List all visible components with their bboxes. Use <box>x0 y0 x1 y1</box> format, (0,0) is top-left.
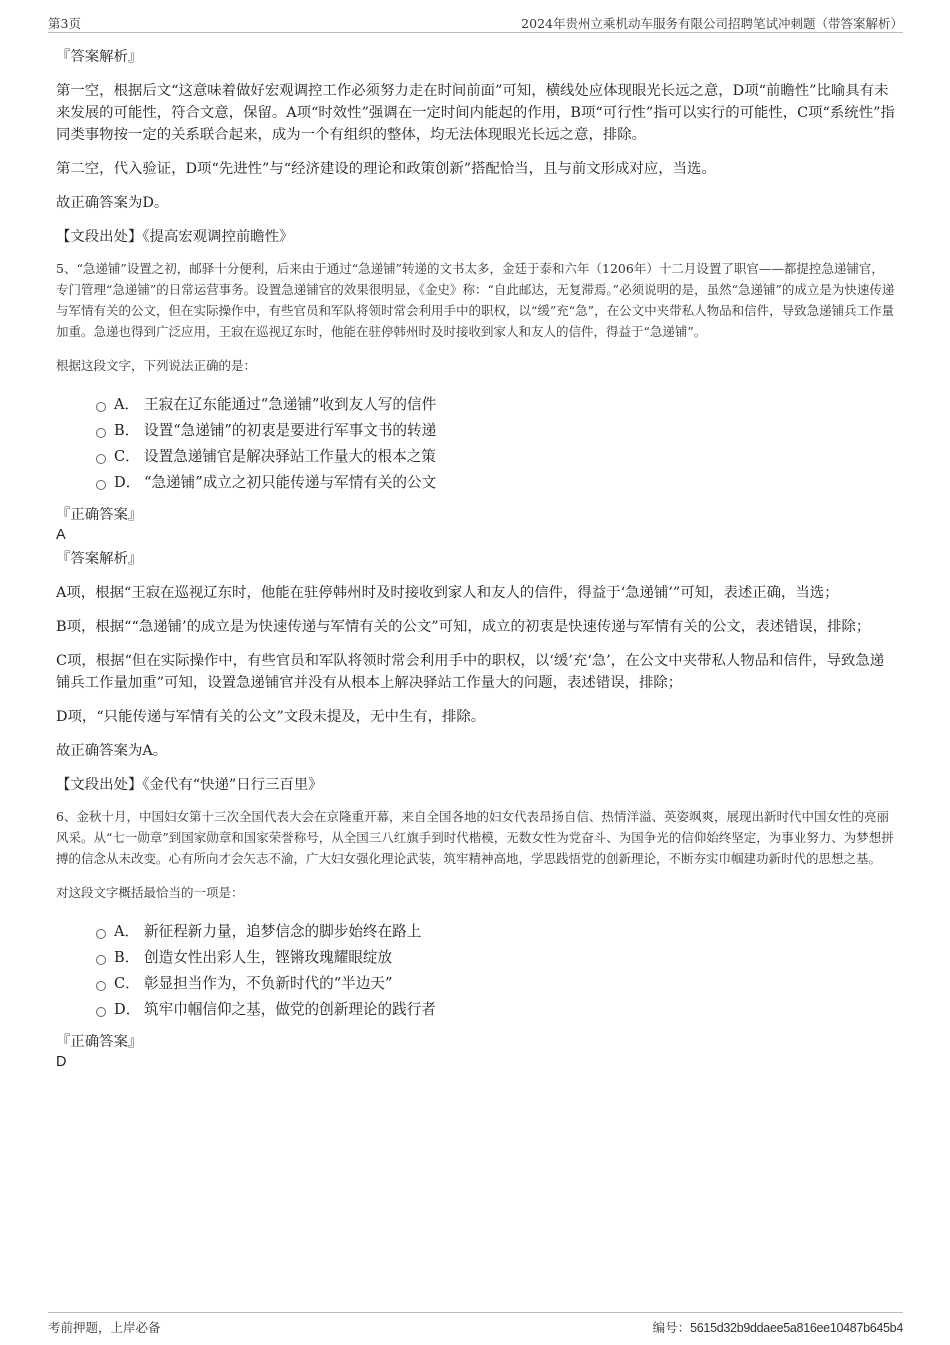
code-label: 编号： <box>652 1320 691 1335</box>
option-letter: C． <box>114 975 140 992</box>
option-a[interactable] <box>96 392 896 418</box>
option-text: 设置急递铺官是解决驿站工作量大的根本之策 <box>144 448 436 465</box>
correct-answer: D <box>56 1054 67 1070</box>
analysis-paragraph: A项，根据“王寂在巡视辽东时，他能在驻停韩州时及时接收到家人和友人的信件，得益于‘急递铺’”可知，表述正确，当选； <box>56 585 839 601</box>
option-text: 创造女性出彩人生，铿锵玫瑰耀眼绽放 <box>144 949 393 966</box>
source-citation: 【文段出处】《金代有“快递”日行三百里》 <box>56 777 323 793</box>
analysis-label: 『答案解析』 <box>56 551 143 567</box>
footer-slogan: 考前押题，上岸必备 <box>48 1320 161 1335</box>
source-citation: 【文段出处】《提高宏观调控前瞻性》 <box>56 229 294 245</box>
correct-answer-label: 『正确答案』 <box>56 1034 143 1050</box>
page-header <box>48 10 903 33</box>
radio-icon[interactable] <box>96 1007 106 1017</box>
question-prompt: 根据这段文字，下列说法正确的是： <box>56 358 257 373</box>
radio-icon[interactable] <box>96 402 106 412</box>
page-content <box>56 46 896 1071</box>
question-stem: 5、“急递铺”设置之初，邮驿十分便利，后来由于通过“急递铺”转递的文书太多，金廷于泰和六年（1206年）十二月设置了职官——都提控急递铺官，专门管理“急递铺”的日常运营事务。设置急递铺官的效果很明显，《金史》称：“自此邮达，无复滞焉。”必须说明的是，虽然“急递铺”的成立是为快速传递与军情有关的公文，但在实际操作中，有些官员和军队将领时常会利用手中的职权，以“缓”充“急”，在公文中夹带私人物品和信件，导致急递铺兵工作量加重。急递也得到广泛应用，王寂在巡视辽东时，他能在驻停韩州时及时接收到家人和友人的信件，得益于“急递铺”。 <box>56 261 895 339</box>
analysis-paragraph: B项，根据““急递铺’的成立是为快速传递与军情有关的公文”可知，成立的初衷是快速传递与军情有关的公文，表述错误，排除； <box>56 619 871 635</box>
radio-icon[interactable] <box>96 428 106 438</box>
document-title: 2024年贵州立乘机动车服务有限公司招聘笔试冲刺题（带答案解析） <box>521 16 903 31</box>
radio-icon[interactable] <box>96 929 106 939</box>
option-text: 彰显担当作为，不负新时代的“半边天” <box>144 975 393 992</box>
radio-icon[interactable] <box>96 454 106 464</box>
question-prompt: 对这段文字概括最恰当的一项是： <box>56 885 244 900</box>
option-c[interactable] <box>96 971 896 997</box>
option-c[interactable] <box>96 444 896 470</box>
radio-icon[interactable] <box>96 981 106 991</box>
question-5 <box>56 258 896 796</box>
option-a[interactable] <box>96 919 896 945</box>
option-d[interactable] <box>96 470 896 496</box>
correct-answer: A <box>56 527 66 543</box>
analysis-paragraph: 第二空，代入验证，D项“先进性”与“经济建设的理论和政策创新”搭配恰当，且与前文形成对应，当选。 <box>56 161 716 177</box>
code-value: 5615d32b9ddaee5a816ee10487b645b4 <box>690 1321 903 1335</box>
option-letter: B． <box>114 422 140 439</box>
option-list <box>96 392 896 496</box>
option-text: 新征程新力量，追梦信念的脚步始终在路上 <box>144 923 422 940</box>
q4-analysis <box>56 46 896 248</box>
option-text: 设置“急递铺”的初衷是要进行军事文书的转递 <box>144 422 437 439</box>
option-letter: A． <box>114 396 140 413</box>
option-list <box>96 919 896 1023</box>
option-letter: D． <box>114 1001 141 1018</box>
page-number: 第3页 <box>48 16 81 31</box>
analysis-label: 『答案解析』 <box>56 49 143 65</box>
option-letter: D． <box>114 474 141 491</box>
option-b[interactable] <box>96 945 896 971</box>
question-6 <box>56 806 896 1071</box>
question-stem: 6、金秋十月，中国妇女第十三次全国代表大会在京隆重开幕，来自全国各地的妇女代表昂扬自信、热情洋溢、英姿飒爽，展现出新时代中国女性的亮丽风采。从“七一勋章”到国家勋章和国家荣誉称号，从全国三八红旗手到时代楷模，无数女性为党奋斗、为国争光的信仰始终坚定，为事业努力、为梦想拼搏的信念从未改变。心有所向才会矢志不渝，广大妇女强化理论武装，筑牢精神高地，学思践悟党的创新理论，不断夯实巾帼建功新时代的思想之基。 <box>56 809 894 866</box>
page-footer <box>48 1312 903 1337</box>
radio-icon[interactable] <box>96 480 106 490</box>
document-code <box>653 1318 903 1336</box>
analysis-paragraph: 故正确答案为D。 <box>56 195 169 211</box>
option-d[interactable] <box>96 997 896 1023</box>
option-letter: B． <box>114 949 140 966</box>
option-text: 筑牢巾帼信仰之基，做党的创新理论的践行者 <box>144 1001 436 1018</box>
correct-answer-label: 『正确答案』 <box>56 507 143 523</box>
radio-icon[interactable] <box>96 955 106 965</box>
analysis-paragraph: C项，根据“但在实际操作中，有些官员和军队将领时常会利用手中的职权，以‘缓’充‘急’，在公文中夹带私人物品和信件，导致急递铺兵工作量加重”可知，设置急递铺官并没有从根本上解决驿站工作量大的问题，表述错误，排除； <box>56 653 885 691</box>
option-letter: C． <box>114 448 140 465</box>
analysis-paragraph: 故正确答案为A。 <box>56 743 168 759</box>
option-text: “急递铺”成立之初只能传递与军情有关的公文 <box>144 474 437 491</box>
option-b[interactable] <box>96 418 896 444</box>
option-letter: A． <box>114 923 140 940</box>
analysis-paragraph: D项，“只能传递与军情有关的公文”文段未提及，无中生有，排除。 <box>56 709 486 725</box>
option-text: 王寂在辽东能通过“急递铺”收到友人写的信件 <box>144 396 437 413</box>
analysis-paragraph: 第一空，根据后文“这意味着做好宏观调控工作必须努力走在时间前面”可知，横线处应体现眼光长远之意，D项“前瞻性”比喻具有未来发展的可能性，符合文意，保留。A项“时效性”强调在一定时间内能起的作用，B项“可行性”指可以实行的可能性，C项“系统性”指同类事物按一定的关系联合起来，成为一个有组织的整体，均无法体现眼光长远之意，排除。 <box>56 83 895 143</box>
